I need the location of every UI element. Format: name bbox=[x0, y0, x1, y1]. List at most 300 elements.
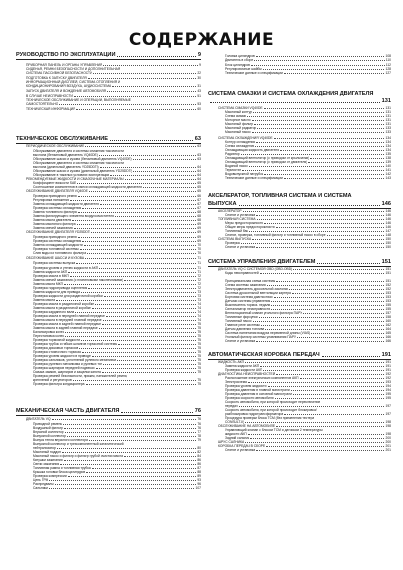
leader-dots bbox=[271, 305, 384, 306]
leader-dots bbox=[280, 150, 384, 151]
leader-dots bbox=[86, 472, 196, 473]
toc-entry-title: Радиатор bbox=[225, 152, 240, 156]
leader-dots bbox=[245, 442, 384, 443]
toc-entry-title: Водяной насос bbox=[225, 164, 248, 168]
toc-page-number: 70 bbox=[197, 243, 201, 247]
toc-entry-title: Выпуск тепла впускного коллектора bbox=[33, 438, 88, 442]
leader-dots bbox=[82, 241, 196, 242]
leader-dots bbox=[87, 253, 196, 254]
leader-dots bbox=[96, 368, 197, 369]
toc-page-number: 64 bbox=[197, 173, 201, 177]
toc-entry bbox=[16, 102, 201, 106]
toc-entry-title: Выпускной коллектор и трехкомпонентный каталитический bbox=[33, 442, 124, 446]
leader-dots bbox=[256, 341, 384, 342]
leader-dots bbox=[103, 364, 196, 365]
toc-page-number: 76 bbox=[194, 408, 201, 414]
toc-page-number: 201 bbox=[385, 444, 391, 448]
leader-dots bbox=[65, 336, 196, 337]
leader-dots bbox=[102, 372, 196, 373]
leader-dots bbox=[65, 432, 197, 433]
toc-page-number: 146 bbox=[381, 201, 391, 207]
leader-dots bbox=[264, 223, 384, 224]
toc-page-number: 158 bbox=[385, 315, 391, 319]
toc-page-number: 74 bbox=[197, 318, 201, 322]
toc-page-number: 134 bbox=[385, 136, 391, 140]
leader-dots bbox=[252, 239, 384, 240]
toc-entry-title: Расположение электрических компонентов АКП bbox=[225, 376, 299, 380]
leader-dots bbox=[60, 464, 196, 465]
leader-dots bbox=[293, 269, 384, 270]
toc-page-number: 75 bbox=[197, 322, 201, 326]
toc-page-number: 131 bbox=[385, 114, 391, 118]
leader-dots bbox=[284, 73, 385, 74]
toc-entry-title: Система нагнетания воздуха переменной длины (VIAS) bbox=[225, 331, 311, 335]
section-underline bbox=[16, 59, 201, 60]
toc-entry-title: Задний сальник bbox=[225, 436, 250, 440]
toc-page-number: 146 bbox=[385, 221, 391, 225]
toc-page-number: 76 bbox=[197, 417, 201, 421]
toc-entry bbox=[16, 189, 201, 193]
toc-entry-title: Проверка жидкости АКП bbox=[225, 368, 263, 372]
leader-dots bbox=[274, 138, 385, 139]
toc-page-number: 153 bbox=[385, 295, 391, 299]
toc-page-number: 146 bbox=[385, 209, 391, 213]
toc-entry-title: АКСЕЛЕРАТОР, ТОПЛИВНАЯ СИСТЕМА И СИСТЕМА bbox=[208, 193, 352, 199]
toc-entry-title: Проверка системы охлаждения bbox=[33, 239, 82, 243]
toc-page-number: 131 bbox=[385, 118, 391, 122]
leader-dots bbox=[267, 285, 385, 286]
leader-dots bbox=[245, 422, 384, 423]
toc-page-number: 51 bbox=[197, 94, 201, 98]
toc-page-number: 89 bbox=[197, 474, 201, 478]
toc-page-number: 75 bbox=[197, 370, 201, 374]
toc-entry-title: Проверка масла в передней главной передаче bbox=[33, 314, 105, 318]
leader-dots bbox=[49, 488, 195, 489]
toc-page-number: 65 bbox=[197, 189, 201, 193]
toc-page-number: 200 bbox=[385, 440, 391, 444]
toc-entry-title: Слив воды из топливного фильтра bbox=[33, 251, 87, 255]
toc-entry bbox=[208, 71, 391, 75]
toc-page-number: 53 bbox=[197, 102, 201, 106]
leader-dots bbox=[261, 325, 385, 326]
leader-dots bbox=[291, 390, 385, 391]
toc-entry-title: передач bbox=[225, 404, 238, 408]
toc-page-number: 73 bbox=[197, 290, 201, 294]
toc-page-number: 139 bbox=[385, 160, 391, 164]
leader-dots bbox=[117, 360, 196, 361]
toc-entry-title: Коды неисправностей bbox=[225, 271, 259, 275]
toc-page-number: 166 bbox=[385, 339, 391, 343]
leader-dots bbox=[263, 69, 385, 70]
toc-page-number: 143 bbox=[385, 176, 391, 180]
toc-page-number: 164 bbox=[385, 327, 391, 331]
toc-page-number: 75 bbox=[197, 342, 201, 346]
toc-page-number: 71 bbox=[197, 256, 201, 260]
toc-entry-title: САМОСТОЯТЕЛЬНО bbox=[26, 102, 59, 106]
toc-entry-title: Общие меры предосторожности bbox=[225, 225, 275, 229]
toc-page-number: 74 bbox=[197, 302, 201, 306]
toc-entry-title: ВЫПУСКА bbox=[208, 201, 237, 207]
leader-dots bbox=[289, 289, 384, 290]
leader-dots bbox=[274, 297, 385, 298]
leader-dots bbox=[80, 249, 197, 250]
toc-page-number: 192 bbox=[385, 372, 391, 376]
toc-entry-title: Электросхема bbox=[225, 380, 247, 384]
toc-entry-title: Воздушный фильтр bbox=[33, 426, 63, 430]
leader-dots bbox=[70, 276, 197, 277]
toc-page-number: 72 bbox=[197, 286, 201, 290]
toc-entry-title: Обслуживание двигателя и системы снижения токсичности bbox=[33, 149, 125, 153]
leader-dots bbox=[241, 154, 385, 155]
leader-dots bbox=[70, 200, 196, 201]
toc-page-number: 194 bbox=[385, 384, 391, 388]
toc-page-number: 69 bbox=[197, 235, 201, 239]
toc-entry bbox=[16, 251, 201, 255]
toc-entry-title: Главное реле системы bbox=[225, 323, 260, 327]
toc-entry-title: жидкости АКП bbox=[225, 432, 247, 436]
leader-dots bbox=[85, 258, 196, 259]
toc-page-number: 194 bbox=[385, 388, 391, 392]
toc-page-number: 64 bbox=[197, 165, 201, 169]
toc-page-number: 157 bbox=[385, 311, 391, 315]
toc-entry bbox=[208, 130, 391, 134]
leader-dots bbox=[93, 73, 196, 74]
toc-page-number: 43 bbox=[197, 89, 201, 93]
leader-dots bbox=[276, 281, 384, 282]
leader-dots bbox=[76, 109, 196, 110]
toc-entry bbox=[16, 84, 201, 88]
toc-entry bbox=[208, 245, 391, 249]
toc-entry-title: КОРОБКА ПЕРЕДАЧ В СБОРЕ bbox=[218, 444, 266, 448]
toc-page-number: 191 bbox=[385, 368, 391, 372]
leader-dots bbox=[124, 456, 196, 457]
toc-section-heading bbox=[208, 352, 391, 358]
toc-page-number: 73 bbox=[197, 294, 201, 298]
leader-dots bbox=[88, 288, 196, 289]
leader-dots bbox=[104, 296, 197, 297]
toc-entry-title: Сальники bbox=[33, 486, 48, 490]
toc-page-number: 9 bbox=[199, 63, 201, 67]
leader-dots bbox=[276, 374, 384, 375]
toc-entry-title: Проверка скорости автомобиля bbox=[225, 396, 274, 400]
leader-dots bbox=[245, 362, 385, 363]
toc-entry-title: СИСТЕМА УПРАВЛЕНИЯ ДВИГАТЕЛЕМ bbox=[208, 259, 316, 265]
toc-entry-title: Обслуживание шасси и кузова (бензиновый двигатель VQ40DE) bbox=[33, 157, 132, 161]
toc-entry-title: Проверка масла в раздаточной коробке bbox=[33, 302, 95, 306]
toc-entry-title: Электродвигатель дроссельной заслонки bbox=[225, 287, 289, 291]
toc-entry-title: Проверка уровня жидкости в приводе bbox=[33, 354, 91, 358]
leader-dots bbox=[59, 104, 196, 105]
toc-page-number: 80 bbox=[197, 446, 201, 450]
leader-dots bbox=[67, 436, 196, 437]
toc-page-number: 79 bbox=[197, 438, 201, 442]
toc-entry-title: Угольный фильтр системы улавливания ПАРУ bbox=[225, 335, 297, 339]
leader-dots bbox=[292, 293, 385, 294]
toc-page-number: 148 bbox=[385, 233, 391, 237]
toc-page-number: 150 bbox=[385, 241, 391, 245]
toc-page-number: 160 bbox=[385, 319, 391, 323]
leader-dots bbox=[64, 284, 196, 285]
leader-dots bbox=[65, 332, 196, 333]
leader-dots bbox=[210, 102, 380, 103]
toc-entry-title: Балансировка колес bbox=[33, 330, 65, 334]
leader-dots bbox=[84, 245, 197, 246]
toc-page-number: 133 bbox=[385, 130, 391, 134]
toc-entry-title: Замена масляного фильтра bbox=[33, 222, 76, 226]
toc-page-number: 198 bbox=[385, 420, 391, 424]
toc-page-number: 200 bbox=[385, 436, 391, 440]
toc-entry-title: ЖИДКОСТЬ АКП bbox=[218, 360, 244, 364]
toc-page-number: 153 bbox=[385, 291, 391, 295]
toc-page-number: 131 bbox=[385, 106, 391, 110]
toc-page-number: 140 bbox=[385, 164, 391, 168]
toc-entry-title: Охлаждающий вентилятор (с приводом от крыльчатки) bbox=[225, 156, 310, 160]
toc-page-number: 152 bbox=[385, 287, 391, 291]
toc-page-number: 9 bbox=[197, 52, 201, 58]
toc-page-number: 75 bbox=[197, 330, 201, 334]
leader-dots bbox=[249, 231, 385, 232]
toc-entry-title: Проверка гидропривода сцепления bbox=[33, 286, 88, 290]
toc-entry bbox=[208, 339, 391, 343]
toc-page-number: 201 bbox=[385, 448, 391, 452]
leader-dots bbox=[64, 460, 197, 461]
toc-entry bbox=[16, 230, 201, 234]
toc-page-number: 150 bbox=[385, 237, 391, 241]
toc-page-number: 65 bbox=[197, 181, 201, 185]
leader-dots bbox=[52, 419, 197, 420]
toc-entry-title: Замена масла в передней главной передаче bbox=[33, 318, 102, 322]
toc-page-number: 151 bbox=[385, 279, 391, 283]
toc-page-number: 197 bbox=[385, 404, 391, 408]
toc-entry-title: СИСТЕМА СМАЗКИ И СИСТЕМА ОХЛАЖДЕНИЯ ДВИГАТЕЛЯ bbox=[208, 91, 374, 97]
toc-section-heading bbox=[16, 136, 201, 142]
toc-page-number: 63 bbox=[197, 144, 201, 148]
toc-section-heading bbox=[208, 193, 391, 199]
toc-page-number: 82 bbox=[197, 450, 201, 454]
toc-entry-title: Топливный насос bbox=[225, 319, 252, 323]
toc-entry-title: Замена масла двигателя bbox=[33, 218, 72, 222]
toc-entry-title: ТЕХНИЧЕСКОЕ ОБСЛУЖИВАНИЕ bbox=[16, 136, 108, 142]
toc-page-number: 73 bbox=[197, 298, 201, 302]
toc-entry-title: МЕХАНИЧЕСКАЯ ЧАСТЬ ДВИГАТЕЛЯ bbox=[16, 408, 120, 414]
toc-entry-title: Регулировочные шайбы bbox=[225, 67, 262, 71]
toc-page-number: 86 bbox=[197, 462, 201, 466]
toc-entry-title: ДВИГАТЕЛЬ VQ С СИСТЕМОЙ OBD (OBD-OBD) bbox=[218, 267, 293, 271]
toc-page-number: 151 bbox=[385, 267, 391, 271]
toc-entry-title: Катушки зажигания bbox=[33, 458, 63, 462]
toc-page-number: 107 bbox=[195, 486, 201, 490]
toc-page-number: 30 bbox=[197, 76, 201, 80]
toc-page-number: 128 bbox=[385, 67, 391, 71]
toc-entry-title: Крышка головки блока цилиндров bbox=[33, 470, 86, 474]
toc-page-number: 22 bbox=[197, 71, 201, 75]
leader-dots bbox=[276, 227, 385, 228]
leader-dots bbox=[284, 414, 384, 415]
toc-entry-title: Проверка давления в основной магистрали bbox=[225, 392, 292, 396]
toc-entry-title: ТЕХНИЧЕСКОЕ ОБСЛУЖИВАНИЕ И ОПЕРАЦИИ, ВЫПОЛНЯЕМЫЕ bbox=[26, 98, 131, 102]
leader-dots bbox=[117, 56, 195, 57]
toc-page-number: 67 bbox=[197, 198, 201, 202]
toc-page-number: 60 bbox=[197, 107, 201, 111]
leader-dots bbox=[297, 337, 384, 338]
toc-page-number: 70 bbox=[197, 251, 201, 255]
leader-dots bbox=[74, 228, 197, 229]
leader-dots bbox=[103, 65, 198, 66]
toc-entry-title: Бортовая система диагностики bbox=[225, 295, 273, 299]
toc-entry-title: Снятие и установка bbox=[225, 213, 256, 217]
toc-page-number: 31 bbox=[197, 84, 201, 88]
toc-entry-title: Принципиальная схема системы bbox=[225, 279, 276, 283]
toc-entry-title: Проверка жидкости для раздаточной коробки bbox=[33, 294, 103, 298]
toc-entry-title: Охлаждающая жидкость двигателя bbox=[225, 148, 280, 152]
leader-dots bbox=[311, 333, 384, 334]
toc-page-number: 63 bbox=[197, 153, 201, 157]
leader-dots bbox=[250, 438, 384, 439]
leader-dots bbox=[75, 312, 196, 313]
toc-page-number: 155 bbox=[385, 303, 391, 307]
toc-page-number: 191 bbox=[385, 360, 391, 364]
leader-dots bbox=[78, 237, 197, 238]
leader-dots bbox=[259, 317, 385, 318]
toc-page-number: 75 bbox=[197, 346, 201, 350]
toc-entry-title: Приводной ремень bbox=[33, 422, 63, 426]
toc-entry bbox=[16, 71, 201, 75]
leader-dots bbox=[248, 382, 385, 383]
leader-dots bbox=[57, 448, 196, 449]
leader-dots bbox=[100, 167, 197, 168]
toc-entry-title: Проверка давления в главной магистрали bbox=[225, 388, 290, 392]
leader-dots bbox=[125, 179, 197, 180]
toc-entry-title: Проверка масла в задней главной передаче bbox=[33, 322, 101, 326]
toc-entry-title: Свечи зажигания bbox=[33, 462, 60, 466]
leader-dots bbox=[49, 480, 196, 481]
toc-entry-title: Замена фильтрующего элемента воздухоочистителя bbox=[33, 214, 114, 218]
toc-entry-title: разблокировка гидротрансформатора bbox=[225, 412, 284, 416]
toc-entry bbox=[16, 382, 201, 386]
leader-dots bbox=[72, 220, 196, 221]
toc-entry-title: Скорость автомобиля, при которой происходит переключение bbox=[225, 400, 321, 404]
toc-entry-title: Замена жидкости для привода bbox=[33, 290, 80, 294]
toc-page-number: 96 bbox=[197, 482, 201, 486]
toc-entry-title: Система дроссельной вентиляции картера bbox=[225, 291, 291, 295]
toc-entry-title: СИСТЕМА ВЫПУСКА bbox=[218, 237, 252, 241]
toc-entry-title: Снятие, проверка, топливный фильтр и топливный насос в сборе bbox=[225, 233, 326, 237]
leader-dots bbox=[77, 224, 197, 225]
toc-page-number: 134 bbox=[385, 148, 391, 152]
leader-dots bbox=[257, 219, 385, 220]
toc-page-number: 191 bbox=[381, 352, 391, 358]
leader-dots bbox=[68, 476, 197, 477]
toc-entry-title: Проверка топливной системы bbox=[33, 247, 79, 251]
toc-entry-title: Замена масла в раздаточной коробке bbox=[33, 306, 91, 310]
toc-entry-title: Смазка замков, шарниров и защелки капота bbox=[33, 370, 101, 374]
toc-entry-title: Перестановка колес bbox=[33, 334, 65, 338]
toc-page-number: 66 bbox=[197, 194, 201, 198]
toc-entry-title: Проверка уровня жидкости bbox=[225, 384, 267, 388]
leader-dots bbox=[268, 386, 385, 387]
toc-page-number: 193 bbox=[385, 380, 391, 384]
toc-entry bbox=[16, 144, 201, 148]
toc-page-number: 142 bbox=[385, 172, 391, 176]
toc-page-number: 67 bbox=[197, 206, 201, 210]
toc-page-number: 64 bbox=[197, 177, 201, 181]
leader-dots bbox=[253, 112, 384, 113]
leader-dots bbox=[256, 56, 385, 57]
leader-dots bbox=[73, 380, 197, 381]
leader-dots bbox=[253, 321, 385, 322]
page-title: СОДЕРЖАНИЕ bbox=[128, 30, 275, 50]
toc-page-number: 133 bbox=[385, 126, 391, 130]
toc-entry-title: ЗАПУСК ДВИГАТЕЛЯ И ВОЖДЕНИЕ АВТОМОБИЛЯ bbox=[26, 89, 107, 93]
leader-dots bbox=[275, 398, 385, 399]
toc-section-heading bbox=[16, 408, 201, 414]
toc-page-number: 84 bbox=[197, 454, 201, 458]
leader-dots bbox=[92, 308, 196, 309]
toc-page-number: 146 bbox=[385, 213, 391, 217]
toc-page-number: 75 bbox=[197, 334, 201, 338]
leader-dots bbox=[78, 196, 197, 197]
leader-dots bbox=[133, 159, 197, 160]
leader-dots bbox=[81, 292, 196, 293]
toc-entry-title: ДИАГНОСТИКА НЕИСПРАВНОСТЕЙ bbox=[218, 372, 276, 376]
leader-dots bbox=[242, 170, 384, 171]
leader-dots bbox=[62, 452, 196, 453]
toc-entry-title: Водовыпускной патрубок bbox=[225, 172, 264, 176]
toc-page-number: 75 bbox=[197, 338, 201, 342]
leader-dots bbox=[264, 174, 384, 175]
toc-page-number: 134 bbox=[385, 144, 391, 148]
toc-entry-title: Замена масла МКП bbox=[33, 282, 63, 286]
toc-entry-title: ТОПЛИВНАЯ СИСТЕМА bbox=[218, 217, 256, 221]
toc-entry-title: Проверка карданного вала bbox=[33, 310, 75, 314]
toc-entry-title: Масляный контур bbox=[225, 110, 253, 114]
toc-page-number: 192 bbox=[385, 376, 391, 380]
toc-page-number: 68 bbox=[197, 210, 201, 214]
toc-entry-title: ПЕРИОДИЧЕСКОЕ ОБСЛУЖИВАНИЕ bbox=[26, 144, 85, 148]
toc-entry-title: Снятие и установка bbox=[225, 448, 256, 452]
toc-entry-title: Замена охлаждающей жидкости bbox=[33, 243, 83, 247]
leader-dots bbox=[99, 328, 197, 329]
leader-dots bbox=[100, 204, 196, 205]
toc-entry-title: ОБСЛУЖИВАНИЕ НА АВТОМОБИЛЕ bbox=[218, 424, 276, 428]
toc-entry bbox=[16, 261, 201, 265]
toc-entry-title: Головка цилиндров bbox=[225, 54, 255, 58]
toc-page-number: 155 bbox=[385, 307, 391, 311]
leader-dots bbox=[68, 272, 196, 273]
toc-entry-title: Снятие и установка bbox=[225, 339, 256, 343]
toc-entry-title: СИСТЕМА СМАЗКИ VQ40DE bbox=[218, 106, 263, 110]
leader-dots bbox=[74, 96, 196, 97]
leader-dots bbox=[327, 235, 385, 236]
toc-entry-title: Замена охлаждающей жидкости двигателя bbox=[33, 202, 99, 206]
toc-page-number: 68 bbox=[197, 218, 201, 222]
toc-entry-title: ПРИБОРНАЯ ПАНЕЛЬ И ОРГАНЫ УПРАВЛЕНИЯ bbox=[26, 63, 103, 67]
toc-page-number: 110 bbox=[385, 58, 391, 62]
toc-entry bbox=[16, 486, 201, 490]
toc-entry-title: Датчик давления топлива bbox=[225, 327, 265, 331]
toc-entry-title: Выпускной коллектор bbox=[33, 434, 67, 438]
leader-dots bbox=[99, 268, 196, 269]
leader-dots bbox=[317, 263, 379, 264]
leader-dots bbox=[76, 263, 196, 264]
leader-dots bbox=[112, 86, 196, 87]
toc-entry-title: В СЛУЧАЕ НЕИСПРАВНОСТИ bbox=[26, 94, 73, 98]
leader-dots bbox=[77, 183, 196, 184]
leader-dots bbox=[254, 124, 384, 125]
toc-page-number: 69 bbox=[197, 239, 201, 243]
toc-page-number: 86 bbox=[197, 458, 201, 462]
toc-entry-title: АВТОМАТИЧЕСКАЯ КОРОБКА ПЕРЕДАЧ bbox=[208, 352, 320, 358]
